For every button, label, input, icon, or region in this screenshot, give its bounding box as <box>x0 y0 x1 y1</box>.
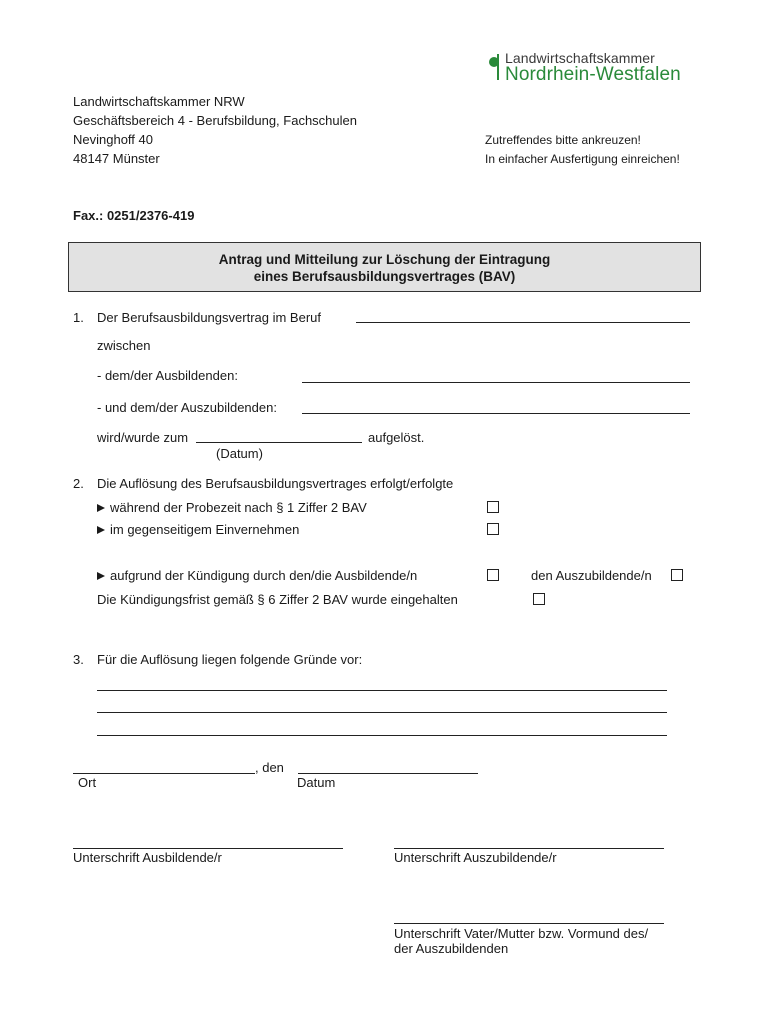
signature-vormund-label-1: Unterschrift Vater/Mutter bzw. Vormund des/ <box>394 926 649 941</box>
fax-number: Fax.: 0251/2376-419 <box>73 208 195 223</box>
signature-auszubildende-line[interactable] <box>394 848 664 849</box>
ausbildende-field[interactable] <box>302 382 690 383</box>
option-auszubildende-label: den Auszubildende/n <box>531 568 652 583</box>
aufgeloest-label: aufgelöst. <box>368 430 425 445</box>
den-label: , den <box>255 760 284 775</box>
checkbox-kuendigung-ausbildende[interactable] <box>487 569 499 581</box>
option-kuendigung <box>97 568 417 583</box>
address-line-1: Landwirtschaftskammer NRW <box>73 94 245 109</box>
logo-text-bottom: Nordrhein-Westfalen <box>505 64 681 85</box>
option-probezeit <box>97 500 367 515</box>
address-line-4: 48147 Münster <box>73 151 160 166</box>
section-3-text: Für die Auflösung liegen folgende Gründe vor: <box>97 652 363 667</box>
section-3-number: 3. <box>73 652 84 667</box>
ort-caption: Ort <box>78 775 97 790</box>
form-title-line-2: eines Berufsausbildungsvertrages (BAV) <box>253 269 516 284</box>
ausbildende-label: - dem/der Ausbildenden: <box>97 368 238 383</box>
gruende-line-1[interactable] <box>97 690 667 691</box>
signature-ausbildende-label: Unterschrift Ausbildende/r <box>73 850 222 865</box>
logo-leaf-icon <box>488 52 504 82</box>
section-2-number: 2. <box>73 476 84 491</box>
section-1-number: 1. <box>73 310 84 325</box>
auszubildende-field[interactable] <box>302 413 690 414</box>
checkbox-probezeit[interactable] <box>487 501 499 513</box>
kuendigungsfrist-label: Die Kündigungsfrist gemäß § 6 Ziffer 2 BAV wurde eingehalten <box>97 592 458 607</box>
datum-caption-2: Datum <box>297 775 336 790</box>
note-ausfertigung: In einfacher Ausfertigung einreichen! <box>485 152 680 166</box>
aufloesung-datum-field[interactable] <box>196 442 362 443</box>
option-einvernehmen-label: im gegenseitigem Einvernehmen <box>110 522 300 537</box>
option-probezeit-label: während der Probezeit nach § 1 Ziffer 2 BAV <box>110 500 367 515</box>
datum-caption: (Datum) <box>216 446 263 461</box>
address-line-2: Geschäftsbereich 4 - Berufsbildung, Fachschulen <box>73 113 357 128</box>
signature-auszubildende-label: Unterschrift Auszubildende/r <box>394 850 557 865</box>
form-title-box <box>68 242 701 292</box>
wird-label: wird/wurde zum <box>97 430 189 445</box>
ort-field[interactable] <box>73 773 255 774</box>
beruf-field[interactable] <box>356 322 690 323</box>
auszubildende-label: - und dem/der Auszubildenden: <box>97 400 277 415</box>
datum-field[interactable] <box>298 773 478 774</box>
signature-ausbildende-line[interactable] <box>73 848 343 849</box>
section-1-text: Der Berufsausbildungsvertrag im Beruf <box>97 310 321 325</box>
option-einvernehmen <box>97 522 299 537</box>
arrow-right-icon <box>97 572 105 580</box>
option-kuendigung-label: aufgrund der Kündigung durch den/die Ausbildende/n <box>110 568 418 583</box>
checkbox-kuendigung-auszubildende[interactable] <box>671 569 683 581</box>
arrow-right-icon <box>97 526 105 534</box>
signature-vormund-line[interactable] <box>394 923 664 924</box>
zwischen-label: zwischen <box>97 338 151 353</box>
logo-text-top: Landwirtschaftskammer <box>505 50 655 66</box>
arrow-right-icon <box>97 504 105 512</box>
checkbox-einvernehmen[interactable] <box>487 523 499 535</box>
gruende-line-3[interactable] <box>97 735 667 736</box>
note-ankreuzen: Zutreffendes bitte ankreuzen! <box>485 133 641 147</box>
signature-vormund-label-2: der Auszubildenden <box>394 941 509 956</box>
gruende-line-2[interactable] <box>97 712 667 713</box>
section-2-text: Die Auflösung des Berufsausbildungsvertrages erfolgt/erfolgte <box>97 476 454 491</box>
checkbox-kuendigungsfrist[interactable] <box>533 593 545 605</box>
form-title-line-1: Antrag und Mitteilung zur Löschung der Eintragung <box>218 252 551 267</box>
address-line-3: Nevinghoff 40 <box>73 132 153 147</box>
